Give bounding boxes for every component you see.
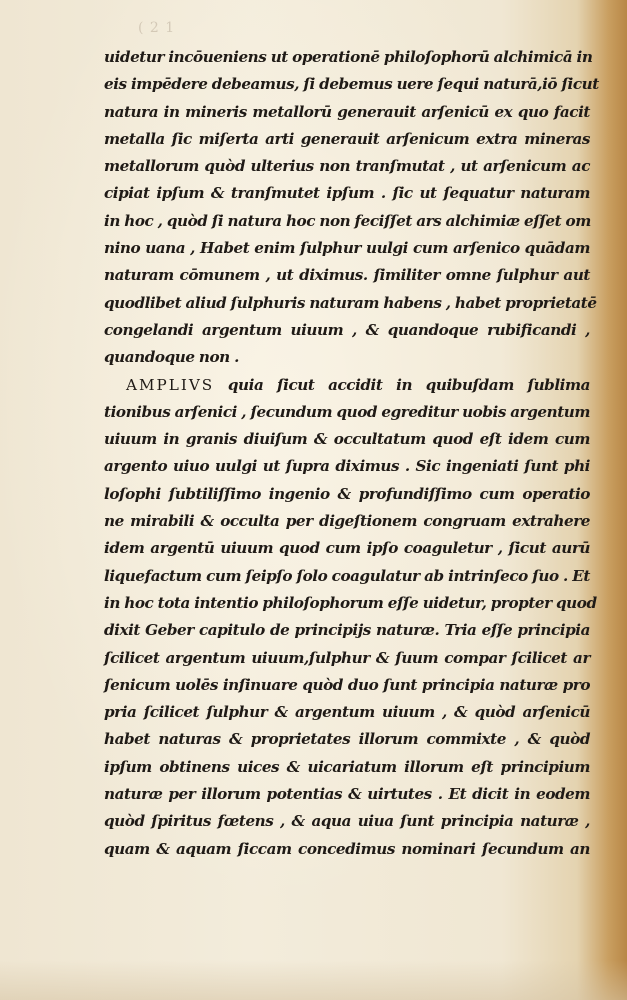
text-line: tionibus arſenici , ſecundum quod egreditur uobis argentum: [104, 402, 590, 421]
text-line: congelandi argentum uiuum , & quandoque rubificandi ,: [104, 320, 590, 339]
text-line: loſophi ſubtiliſſimo ingenio & profundiſſimo cum operatio: [104, 484, 590, 503]
text-line: quandoque non .: [104, 348, 239, 367]
text-line: in hoc tota intentio philoſophorum eſſe uidetur, propter quod: [104, 593, 597, 612]
text-line: uiuum in granis diuiſum & occultatum quod eſt idem cum: [104, 430, 590, 449]
text-line: quòd ſpiritus fœtens , & aqua uiua ſunt principia naturæ ,: [104, 812, 590, 831]
text-line: metallorum quòd ulterius non tranſmutat , ut arſenicum ac: [104, 157, 590, 176]
text-line: ne mirabili & occulta per digeſtionem congruam extrahere: [104, 512, 590, 531]
text-line: liquefactum cum ſeipſo ſolo coagulatur ab intrinſeco ſuo . Et: [104, 566, 590, 585]
text-line: nino uana , Habet enim ſulphur uulgi cum arſenico quādam: [104, 239, 590, 258]
text-line: quam & aquam ſiccam concedimus nominari ſecundum an: [104, 839, 590, 858]
text-line: idem argentū uiuum quod cum ipſo coaguletur , ſicut aurū: [104, 539, 590, 558]
text-line: pria ſcilicet ſulphur & argentum uiuum , & quòd arſenicū: [104, 703, 590, 722]
paragraph-first-line: [104, 372, 590, 399]
paragraph-first-line-text: quia ſicut accidit in quibuſdam ſublima: [227, 375, 590, 394]
text-line: ſenicum uolēs inſinuare quòd duo ſunt principia naturæ pro: [104, 675, 590, 694]
text-line: quodlibet aliud ſulphuris naturam habens , habet proprietatē: [104, 293, 597, 312]
text-line: argento uiuo uulgi ut ſupra diximus . Sic ingeniati ſunt phi: [104, 457, 590, 476]
text-line: cipiat ipſum & tranſmutet ipſum . ſic ut ſequatur naturam: [104, 184, 590, 203]
bleed-through-mark: ( 2 1: [138, 20, 176, 36]
page-text-block: [104, 44, 599, 863]
text-line: in hoc , quòd ſi natura hoc non feciſſet ars alchimiæ eſſet om: [104, 211, 591, 230]
text-line: ſcilicet argentum uiuum,ſulphur & ſuum compar ſcilicet ar: [104, 648, 590, 667]
text-line: ipſum obtinens uices & uicariatum illorum eſt principium: [104, 757, 590, 776]
paragraph-opening-word: AMPLIVS: [126, 375, 215, 394]
text-line: uidetur incōueniens ut operationē philoſophorū alchimicā in: [104, 48, 593, 66]
text-line: natura in mineris metallorū generauit arſenicū ex quo facit: [104, 102, 590, 121]
text-line: eis impēdere debeamus, ſi debemus uere ſequi naturā,iō ſicut: [104, 75, 599, 94]
text-line: habet naturas & proprietates illorum commixte , & quòd: [104, 730, 590, 749]
text-line: naturæ per illorum potentias & uirtutes . Et dicit in eodem: [104, 785, 590, 804]
text-line: naturam cōmunem , ut diximus. ſimiliter omne ſulphur aut: [104, 266, 590, 285]
text-line: dixit Geber capitulo de principijs naturæ. Tria eſſe principia: [104, 621, 590, 640]
text-line: metalla ſic miſerta arti generauit arſenicum extra mineras: [104, 129, 590, 148]
